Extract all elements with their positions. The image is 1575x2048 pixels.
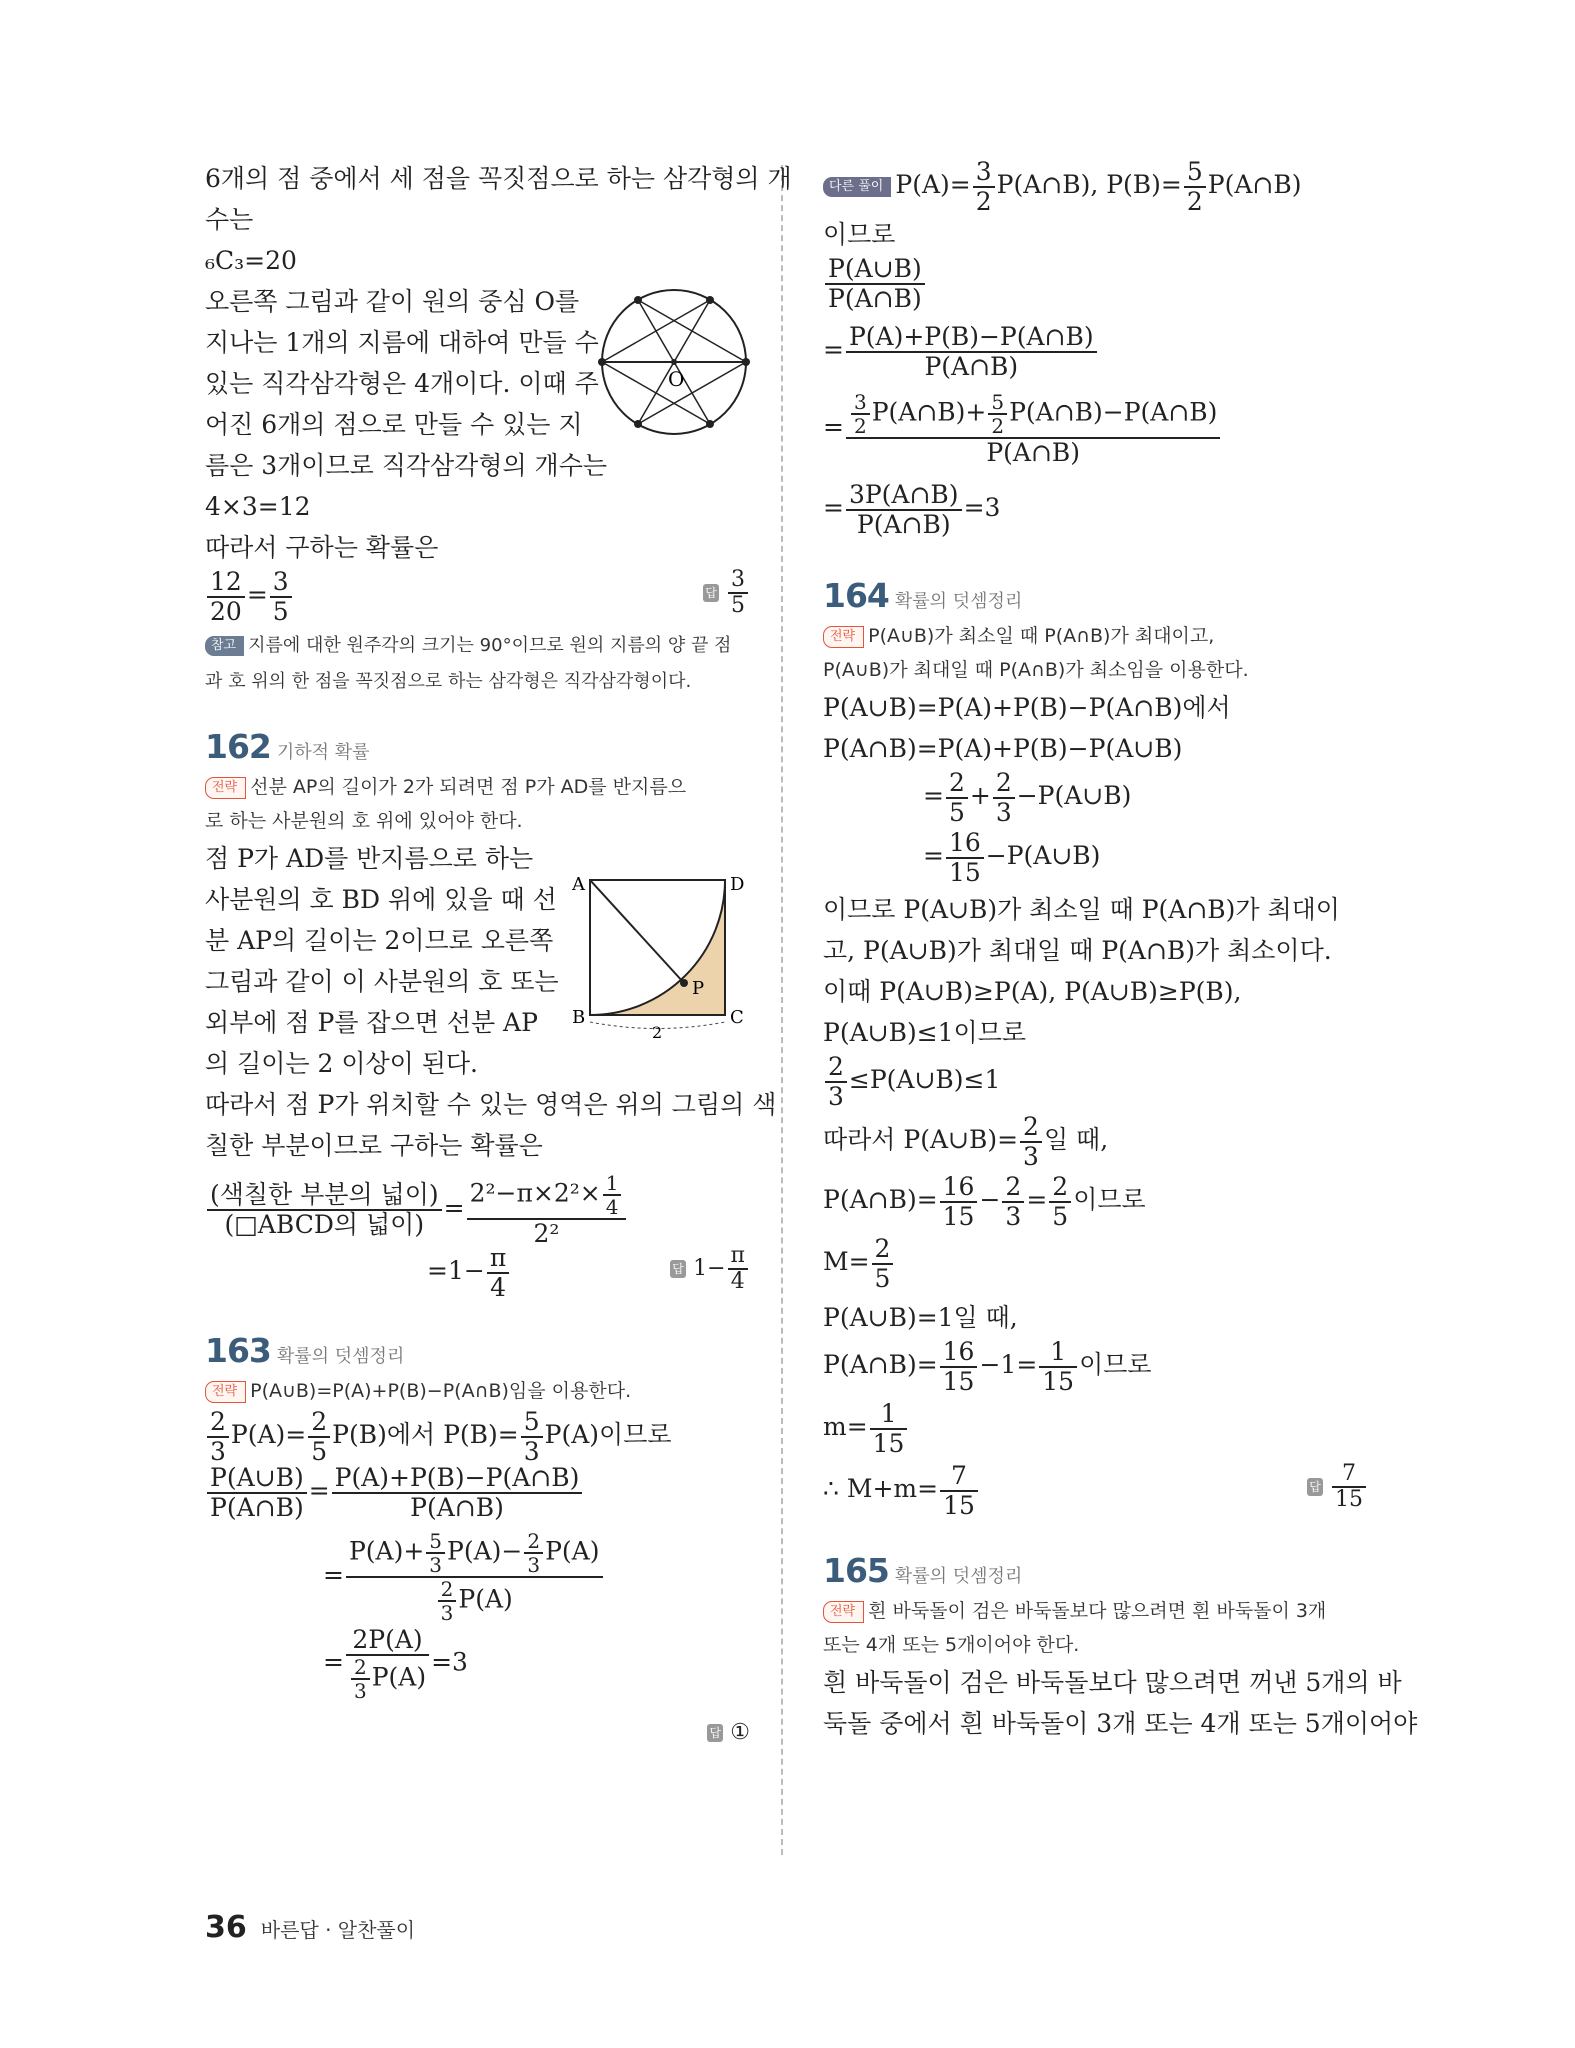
equation-line: 따라서 P(A∪B)= $\frac{2}{3}$ 일 때, bbox=[823, 1112, 1109, 1171]
text-line: 있는 직각삼각형은 4개이다. 이때 주 bbox=[205, 369, 599, 398]
point bbox=[634, 296, 642, 304]
text-line: 분 AP의 길이는 2이므로 오른쪽 bbox=[205, 926, 554, 955]
point bbox=[706, 296, 714, 304]
fraction: $\frac{12}{20}$ bbox=[207, 568, 245, 625]
equation-line: M= $\frac{2}{5}$ bbox=[823, 1235, 1368, 1297]
text-line: 4×3=12 bbox=[205, 492, 311, 521]
answer: 답 $\frac{7}{15}$ bbox=[1307, 1462, 1368, 1512]
text-line: 둑돌 중에서 흰 바둑돌이 3개 또는 4개 또는 5개이어야 bbox=[823, 1709, 1418, 1738]
equation-line: $\frac{12}{20}$ = $\frac{3}{5}$ 답 $\frac{3}{5}$ bbox=[205, 568, 750, 628]
text-line: 흰 바둑돌이 검은 바둑돌보다 많으려면 꺼낸 5개의 바 bbox=[823, 1668, 1402, 1697]
text-line: 칠한 부분이므로 구하는 확률은 bbox=[205, 1131, 543, 1160]
equation-line: = $\frac{3}{2}$ P(A∩B)+ $\frac{5}{2}$ P(A∩B)−P(A∩B) P(A∩B) bbox=[823, 391, 1368, 481]
text-line: P(A∪B)=1일 때, bbox=[823, 1303, 1018, 1332]
text-line: 고, P(A∪B)가 최대일 때 P(A∩B)가 최소이다. bbox=[823, 936, 1332, 965]
strategy-note: 전략 흰 바둑돌이 검은 바둑돌보다 많으려면 흰 바둑돌이 3개 또는 4개 또는 5개이어야 한다. bbox=[823, 1600, 1327, 1656]
text-line: ₆C₃=20 bbox=[205, 246, 297, 275]
alt-solution-tag: 다른 풀이 bbox=[823, 177, 891, 197]
square-figure bbox=[560, 870, 760, 1040]
section-header-164: 164 확률의 덧셈정리 bbox=[823, 576, 1023, 615]
reference-note: 참고 지름에 대한 원주각의 크기는 90°이므로 원의 지름의 양 끝 점 과 호 위의 한 점을 꼭짓점으로 하는 삼각형은 직각삼각형이다. bbox=[205, 635, 732, 692]
equation-line: $\frac{\text{(색칠한 부분의 넓이)}}{\text{(□ABCD의 넓이)}}$ = 2²−π×2²× $\frac{1}{4}$ 2² bbox=[205, 1172, 750, 1244]
page-footer bbox=[205, 1910, 415, 1945]
right-column bbox=[823, 157, 1418, 1744]
circle-figure bbox=[594, 282, 754, 442]
equation-line: = 2P(A) $\frac{2}{3}$ P(A) =3 bbox=[323, 1625, 468, 1703]
label-side: 2 bbox=[652, 1023, 663, 1040]
text-line: 오른쪽 그림과 같이 원의 중심 O를 bbox=[205, 287, 580, 316]
answer: 답 ① bbox=[707, 1712, 750, 1753]
text-line: P(A∩B)=P(A)+P(B)−P(A∪B) bbox=[823, 734, 1183, 763]
text-line: 지나는 1개의 지름에 대하여 만들 수 bbox=[205, 328, 599, 357]
equation-line: = $\frac{P(A)+P(B)-P(A\cap B)}{P(A\cap B)}$ bbox=[823, 323, 1368, 391]
equation-line: = $\frac{2}{5}$ + $\frac{2}{3}$ −P(A∪B) bbox=[923, 768, 1132, 827]
label-B: B bbox=[572, 1007, 586, 1028]
text-line: 따라서 점 P가 위치할 수 있는 영역은 위의 그림의 색 bbox=[205, 1090, 777, 1119]
label-D: D bbox=[730, 874, 745, 895]
text-line: 이때 P(A∪B)≥P(A), P(A∪B)≥P(B), bbox=[823, 977, 1242, 1006]
strategy-note: 전략 선분 AP의 길이가 2가 되려면 점 P가 AD를 반지름으 로 하는 사분원의 호 위에 있어야 한다. bbox=[205, 776, 687, 832]
column-divider bbox=[781, 165, 783, 1855]
equation-line: = P(A)+ $\frac{5}{3}$ P(A)− $\frac{2}{3}$ P(A) $\frac{2}{3}$ P(A) bbox=[205, 1530, 750, 1626]
text-line: 름은 3개이므로 직각삼각형의 개수는 bbox=[205, 451, 607, 480]
center-label: O bbox=[668, 367, 685, 391]
answer-line bbox=[205, 1712, 750, 1753]
strategy-note: 전략 P(A∪B)가 최소일 때 P(A∩B)가 최대이고, P(A∪B)가 최대일 때 P(A∩B)가 최소임을 이용한다. bbox=[823, 625, 1249, 681]
section-header-162: 162 기하적 확률 bbox=[205, 727, 370, 766]
text-line: P(A∪B)=P(A)+P(B)−P(A∩B)에서 bbox=[823, 693, 1231, 722]
text-line: 사분원의 호 BD 위에 있을 때 선 bbox=[205, 885, 557, 914]
text-line: 수는 bbox=[205, 205, 254, 234]
equation-line: ∴ M+m= $\frac{7}{15}$ 답 $\frac{7}{15}$ bbox=[823, 1462, 1368, 1524]
text-line: P(A∪B)≤1이므로 bbox=[823, 1018, 1027, 1047]
point bbox=[742, 358, 750, 366]
label-C: C bbox=[730, 1007, 744, 1028]
equation-line: P(A∩B)= $\frac{16}{15}$ −1= $\frac{1}{15}$ 이므로 bbox=[823, 1337, 1152, 1396]
strategy-note: 전략 P(A∪B)=P(A)+P(B)−P(A∩B)임을 이용한다. bbox=[205, 1374, 750, 1408]
text-line: 외부에 점 P를 잡으면 선분 AP bbox=[205, 1008, 538, 1037]
shaded-region bbox=[590, 880, 725, 1015]
equation-line: $\frac{2}{3}$ ≤P(A∪B)≤1 bbox=[823, 1053, 1368, 1113]
text-line: 의 길이는 2 이상이 된다. bbox=[205, 1049, 478, 1078]
text-line: 이므로 bbox=[823, 220, 896, 249]
point bbox=[634, 420, 642, 428]
book-title: 바른답 · 알찬풀이 bbox=[260, 1918, 416, 1942]
text-line: 이므로 P(A∪B)가 최소일 때 P(A∩B)가 최대이 bbox=[823, 895, 1340, 924]
section-header-163: 163 확률의 덧셈정리 bbox=[205, 1331, 405, 1370]
text-line: 6개의 점 중에서 세 점을 꼭짓점으로 하는 삼각형의 개 bbox=[205, 164, 792, 193]
answer: 답 1− $\frac{\pi}{4}$ bbox=[670, 1244, 750, 1294]
point-P bbox=[680, 979, 688, 987]
segment-AP bbox=[590, 880, 684, 983]
center-point bbox=[671, 359, 677, 365]
section-header-165: 165 확률의 덧셈정리 bbox=[823, 1551, 1023, 1590]
equation-line: $\frac{P(A\cup B)}{P(A\cap B)}$ bbox=[823, 255, 1368, 323]
point bbox=[598, 358, 606, 366]
equation-line: =1− $\frac{\pi}{4}$ 답 1− $\frac{\pi}{4}$ bbox=[205, 1244, 750, 1304]
equation-line: P(A∩B)= $\frac{16}{15}$ − $\frac{2}{3}$ = $\frac{2}{5}$ 이므로 bbox=[823, 1172, 1146, 1231]
text-line: 점 P가 AD를 반지름으로 하는 bbox=[205, 844, 534, 873]
alt-solution-line: 다른 풀이 P(A)= $\frac{3}{2}$ P(A∩B), P(B)= $\frac{5}{2}$ P(A∩B) bbox=[823, 158, 1368, 214]
text-line: 따라서 구하는 확률은 bbox=[205, 533, 439, 562]
equation-line: = $\frac{3P(A\cap B)}{P(A\cap B)}$ =3 bbox=[823, 480, 1001, 539]
label-P: P bbox=[692, 978, 705, 999]
text-line: 그림과 같이 이 사분원의 호 또는 bbox=[205, 967, 559, 996]
equation-line: m= $\frac{1}{15}$ bbox=[823, 1400, 1368, 1462]
fraction: $\frac{3}{5}$ bbox=[270, 568, 292, 625]
text-line: 어진 6개의 점으로 만들 수 있는 지 bbox=[205, 410, 583, 439]
page-number: 36 bbox=[205, 1910, 247, 1945]
answer: 답 $\frac{3}{5}$ bbox=[703, 568, 750, 618]
label-A: A bbox=[572, 874, 585, 895]
equation-line: $\frac{P(A\cup B)}{P(A\cap B)}$ = $\frac{P(A)+P(B)-P(A\cap B)}{P(A\cap B)}$ bbox=[205, 1464, 750, 1530]
point bbox=[706, 420, 714, 428]
reference-tag: 참고 bbox=[205, 636, 244, 656]
equation-line: = $\frac{16}{15}$ −P(A∪B) bbox=[923, 828, 1101, 887]
equation-line: $\frac{2}{3}$ P(A)= $\frac{2}{5}$ P(B)에서 P(B)= $\frac{5}{3}$ P(A)이므로 bbox=[205, 1408, 750, 1464]
